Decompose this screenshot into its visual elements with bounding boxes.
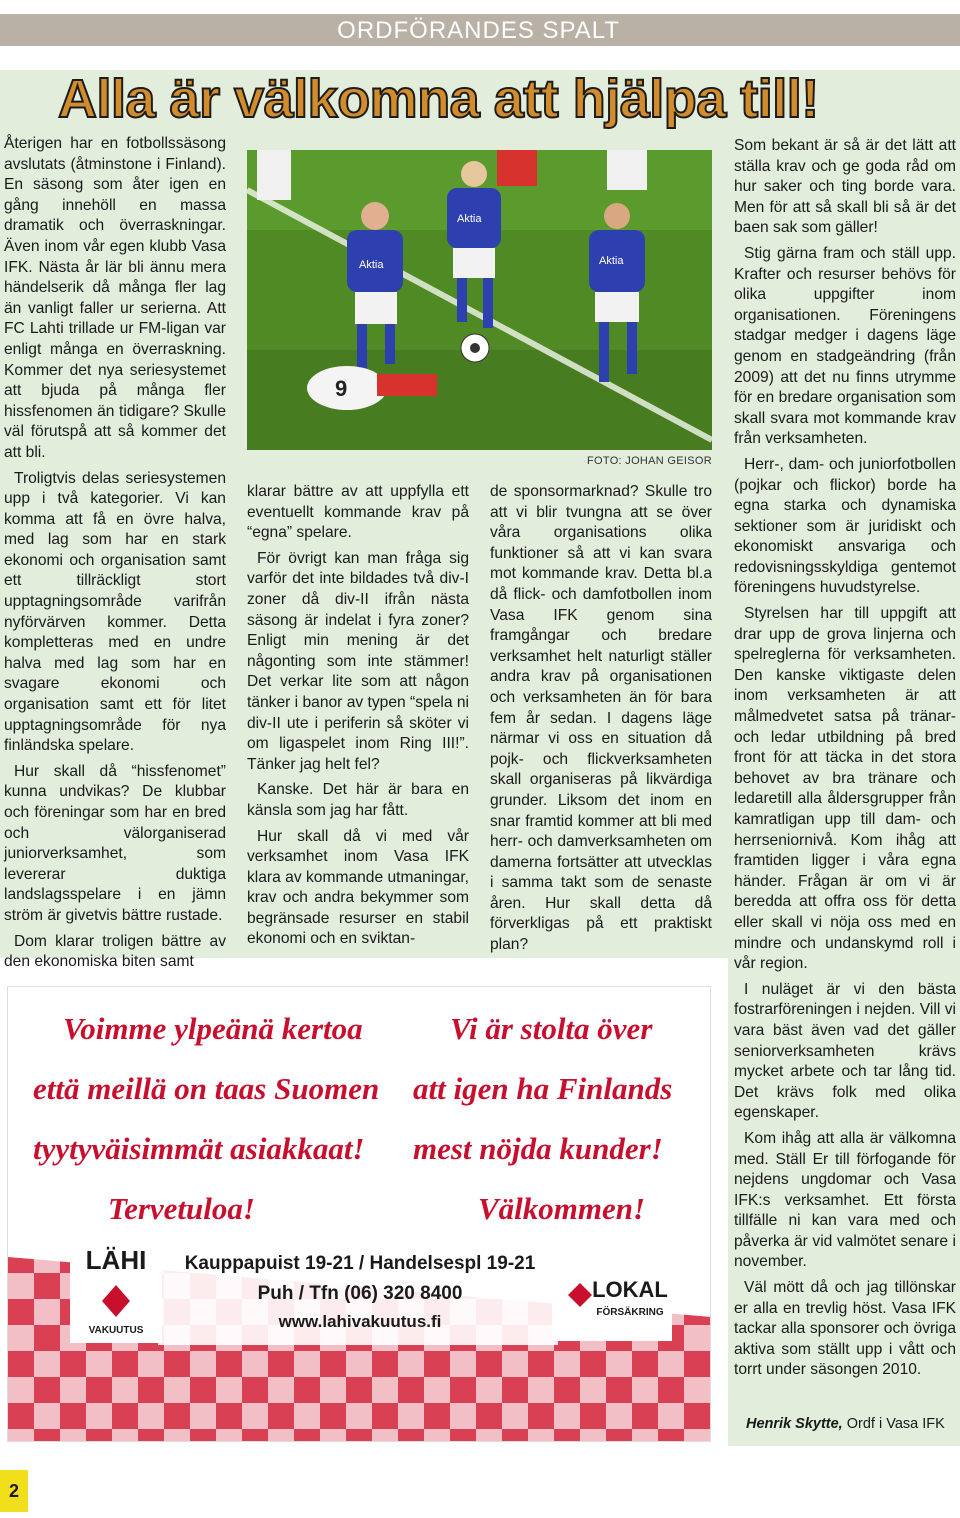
ad-fi-line-2: että meillä on taas Suomen — [33, 1071, 380, 1106]
ad-website: www.lahivakuutus.fi — [278, 1312, 442, 1331]
lahi-vakuutus-logo — [70, 1239, 162, 1343]
paragraph: Herr-, dam- och juniorfotbollen (pojkar och flickor) borde ha egna starka och dynamiska sektioner som är juridiskt och ekonomiskt ansvariga och redovisningsskyldiga gentemot föreningens huvudstyrelse. — [734, 455, 956, 597]
ad-sv-line-2: att igen ha Finlands — [413, 1071, 673, 1106]
paragraph: Styrelsen har till uppgift att drar upp de grova linjerna och spelreglerna för verksamheten. Den kanske viktigaste delen inom verksamheten är att målmedvetet satsa på tränar- och ledar utbildning på bred front för att täcka in det stora behovet av bra tränare och ledaretill alla åldersgrupper från kamratligan upp till dam- och herrseniornivå. Kom ihåg att framtiden ligger i våra egna händer. Frågan är om vi är beredda att offra oss för detta eller skall vi nöja oss med en mindre och undanskymd roll i vår region. — [734, 605, 956, 973]
svg-text:9: 9 — [335, 376, 348, 401]
ad-fi-line-3: tyytyväisimmät asiakkaat! — [33, 1131, 365, 1166]
ad-sv-line-1: Vi är stolta över — [450, 1011, 653, 1046]
text-column-2 — [247, 482, 469, 955]
football-match-illustration — [247, 150, 712, 450]
ad-sv-line-4: Välkommen! — [478, 1191, 646, 1226]
article-headline: Alla är välkomna att hjälpa till! — [58, 69, 819, 129]
section-title: ORDFÖRANDES SPALT — [337, 17, 620, 44]
svg-text:Aktia: Aktia — [359, 259, 384, 271]
paragraph: de sponsormarknad? Skulle tro att vi blir tvungna att se över våra organisations olika funktioner så att vi kan svara mot kommande krav. Detta bl.a då flick- och damfotbollen inom Vasa IFK genom sina framgångar och bredare verksamhet helt naturligt ställer andra krav på organisationen och verksamheten än för bara fem år sedan. I dagens läge närmar vi oss en situation då pojk- och flickverksamheten skall organiseras på likvärdiga grunder. Liksom det inom en snar framtid kommer att bli med herr- och damverksamheten om damerna fortsätter att utvecklas i samma takt som de senaste åren. Hur skall detta då förverkligas på ett praktiskt plan? — [490, 483, 712, 954]
svg-text:FÖRSÄKRING: FÖRSÄKRING — [596, 1307, 664, 1318]
paragraph: klarar bättre av att uppfylla ett eventuellt kommande krav på “egna” spelare. — [247, 483, 469, 542]
advertisement — [7, 986, 711, 1442]
svg-text:Aktia: Aktia — [599, 255, 624, 267]
paragraph: Som bekant är så är det lätt att ställa krav och ge goda råd om hur saker och ting borde vara. Men för att så skall bli så är det baen sak som gäller! — [734, 137, 956, 237]
page-number: 2 — [0, 1470, 28, 1512]
author-name: Henrik Skytte, — [746, 1416, 843, 1432]
text-column-4 — [734, 136, 956, 1386]
text-column-1 — [4, 134, 226, 978]
paragraph: Stig gärna fram och ställ upp. Krafter och resurser behövs för olika uppgifter inom organisationen. Föreningens stadgar medger i dagens läge genom en stadgeändring (från 2009) att det nu finns utrymme för en bredare organisation som skall svara mot kommande krav från verksamheten. — [734, 244, 956, 448]
svg-text:LOKAL: LOKAL — [592, 1277, 668, 1302]
author-role: Ordf i Vasa IFK — [846, 1416, 945, 1432]
ad-sv-line-3: mest nöjda kunder! — [413, 1131, 663, 1166]
paragraph: Troligtvis delas seriesystemen upp i två kategorier. Vi kan komma att få en övre halva, med lag som har en stark ekonomi och organisation samt ett tillräckligt stort upptagningsområde varifrån nyförvärven kommer. Detta kompletteras med en undre halva med lag som har en svagare ekonomi och organisation samt ett för litet upptagningsområde för nya finländska spelare. — [4, 469, 226, 755]
paragraph: Kanske. Det här är bara en känsla som jag har fått. — [247, 781, 469, 819]
text-column-3 — [490, 482, 712, 961]
ad-fi-line-1: Voimme ylpeänä kertoa — [63, 1011, 363, 1046]
section-header-bar — [0, 14, 960, 46]
ad-phone: Puh / Tfn (06) 320 8400 — [257, 1283, 463, 1304]
paragraph: Hur skall då vi med vår verksamhet inom Vasa IFK klara av kommande utmaningar, krav och andra bekymmer som begränsade resurser en stabil ekonomi och en sviktan- — [247, 827, 469, 948]
svg-text:VAKUUTUS: VAKUUTUS — [88, 1325, 144, 1336]
paragraph: Hur skall då “hissfenomet” kunna undvikas? De klubbar och föreningar som har en bred och välorganiserad juniorverksamhet, som levererar duktiga landslagsspelare i en jämn ström är givetvis bättre rustade. — [4, 762, 226, 924]
ad-fi-line-4: Tervetuloa! — [108, 1191, 255, 1226]
svg-text:Aktia: Aktia — [457, 213, 482, 225]
insurance-ad — [8, 987, 711, 1442]
football-photo — [247, 150, 712, 450]
author-signature — [746, 1416, 945, 1432]
paragraph: Väl mött då och jag tillönskar er alla en trevlig höst. Vasa IFK tackar alla sponsorer och övriga aktiva som ställt upp i vått och torrt under säsongen 2010. — [734, 1279, 956, 1379]
svg-text:LÄHI: LÄHI — [85, 1245, 147, 1275]
photo-caption: FOTO: JOHAN GEISOR — [587, 455, 712, 467]
paragraph: För övrigt kan man fråga sig varför det inte bildades två div-I zoner då div-II ifrån nästa säsong är indelat i fyra zoner? Enligt min mening är det någonting som inte stämmer! Det verkar lite som att någon tänker i banor av typen “spela ni div-II ute i periferin så sköter vi om ligaspelet inom Ring III!”. Tänker jag helt fel? — [247, 549, 469, 773]
lokal-forsakring-logo — [552, 1255, 672, 1341]
paragraph: Kom ihåg att alla är välkomna med. Ställ Er till förfogande för nejdens ungdomar och Vasa IFK:s verksamhet. Ett första tillfälle ni kan vara med och påverka är vid valmötet senare i november. — [734, 1129, 956, 1271]
paragraph: I nuläget är vi den bästa fostrarföreningen i nejden. Vill vi vara bäst även vad det gäller seniorverksamheten krävs mycket arbete och tar lång tid. Det krävs folk med olika egenskaper. — [734, 980, 956, 1122]
ad-address: Kauppapuist 19-21 / Handelsespl 19-21 — [184, 1253, 536, 1274]
paragraph: Återigen har en fotbollssäsong avslutats (åtminstone i Finland). En säsong som åter igen en gång innehöll en massa dramatik och överraskningar. Även inom vår egen klubb Vasa IFK. Nästa år lär bli ännu mera händelserik då många fler lag än vanligt faller ur serierna. Att FC Lahti trillade ur FM-ligan var enligt många en överraskning. Kommer det nya seriesystemet att bjuda på många fler hissfenomen än tidigare? Skulle väl förutspå att så kommer det att bli. — [4, 135, 226, 461]
paragraph: Dom klarar troligen bättre av den ekonomiska biten samt — [4, 932, 226, 971]
